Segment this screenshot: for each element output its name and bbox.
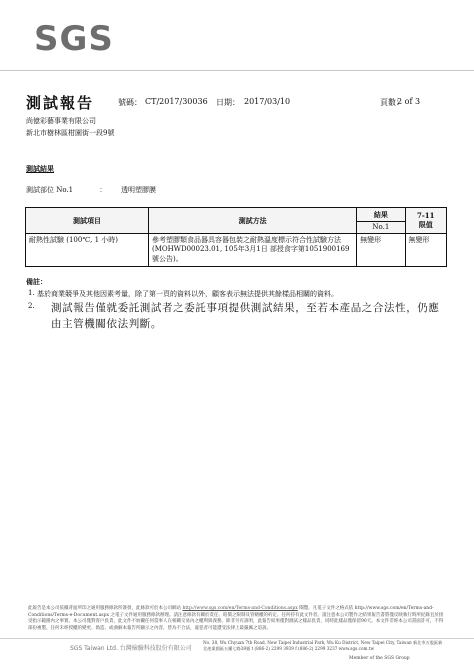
footer-divider	[0, 638, 474, 639]
report-title: 測試報告	[26, 94, 95, 112]
column-header-result-label: 結果	[373, 210, 388, 219]
footer-terms-prefix: 此報告是本公司依據背面所印之通用服務條款所簽發，此條款可於本公司網站	[28, 606, 181, 611]
column-header-limit-sub: 限值	[418, 220, 433, 230]
sgs-logo: SGS	[34, 19, 114, 59]
client-address: 新北市樹林區柑園街一段9號	[26, 129, 115, 137]
cell-test-item: 耐熱性試驗 (100℃, 1 小時)	[26, 233, 149, 266]
results-heading: 測試結果	[26, 164, 54, 173]
column-header-method: 測試方法	[149, 208, 357, 234]
note-1-number: 1.	[28, 289, 35, 297]
client-company: 尚億彩藝事業有限公司	[26, 117, 96, 125]
table-header-row	[26, 208, 447, 234]
cell-test-method: 參考塑膠類食品器具容器包裝之耐熱溫度標示符合性試驗方法(MOHWD00023.01, 105年3月1日 部授食字第1051900169號公告)。	[149, 233, 357, 266]
table-row	[26, 233, 447, 266]
header-divider	[0, 70, 474, 71]
test-part-value: 透明塑膠膜	[121, 186, 156, 194]
page-count: 2 of 3	[397, 97, 421, 106]
column-header-result	[357, 208, 405, 234]
column-header-item: 測試項目	[26, 208, 149, 234]
footer-company: SGS Taiwan Ltd. 台灣檢驗科技股份有限公司	[70, 645, 192, 652]
footer-member: Member of the SGS Group	[349, 656, 410, 661]
notes-heading: 備註：	[26, 277, 47, 286]
note-2: 測試報告僅就委託測試者之委託事項提供測試結果，至若本產品之合法性，仍應由主管機關依法判斷。	[51, 302, 440, 331]
column-header-limit-label: 7-11	[416, 211, 435, 220]
report-number-label: 號碼：	[118, 98, 142, 107]
page-count-label: 頁數：	[380, 98, 404, 107]
footer-terms-link[interactable]: http://www.sgs.com/en/Terms-and-Conditions.aspx	[182, 606, 298, 611]
cell-limit: 無變形	[405, 233, 447, 266]
test-part-separator: ：	[99, 186, 107, 194]
cell-result: 無變形	[357, 233, 405, 266]
footer-terms-suffix: 閱覽，凡電子文件之格式依 http://www.sgs.com/en/Terms-and-Conditions/Terms-e-Document.aspx 之電子文件通用服務條款辦理。請注意條款有關於責任、賠償之限制及管轄權的約定。任何持有此文件者，請注意本公司製作之結果報告書將僅反映執行時所紀錄且於接受指示範圍內之事實。本公司僅對客戶負責，此文件不妨礙任何當事人在相關交易內之權利與義務。除非另有說明，此報告結果僅對測試之樣品負責，同時此樣品僅保留90天。本文件非經本公司書面許可，不得部份複製。任何未經授權的變更、偽造、或曲解本報告所顯示之內容，皆為不合法，違犯者可能遭受法律上最嚴厲之追訴。	[28, 606, 444, 631]
report-number: CT/2017/30036	[145, 97, 208, 106]
test-part-label-text: 測試部位 No.1	[26, 186, 74, 194]
report-date: 2017/03/10	[244, 97, 291, 106]
column-header-limit	[405, 208, 447, 234]
report-date-label: 日期：	[216, 98, 240, 107]
results-table	[25, 207, 447, 267]
test-part-label	[26, 185, 106, 195]
footer-terms	[28, 606, 446, 632]
note-1: 基於商業競爭及其他因素考量，除了第一頁的資料以外，顧客表示無法提供其餘樣品相關的資料。	[37, 290, 338, 298]
note-2-number: 2.	[28, 302, 35, 310]
footer-address: No. 38, Wu Chyuan 7th Road, New Taipei Industrial Park, Wu Ku District, New Taipei City, Taiwan 新北市五股區新北產業園區五權七路38號 t (886-2) 2299 3939 f (886-2) 2299 3237 www.sgs.com.tw	[203, 640, 443, 652]
column-header-result-sample: No.1	[357, 221, 404, 232]
